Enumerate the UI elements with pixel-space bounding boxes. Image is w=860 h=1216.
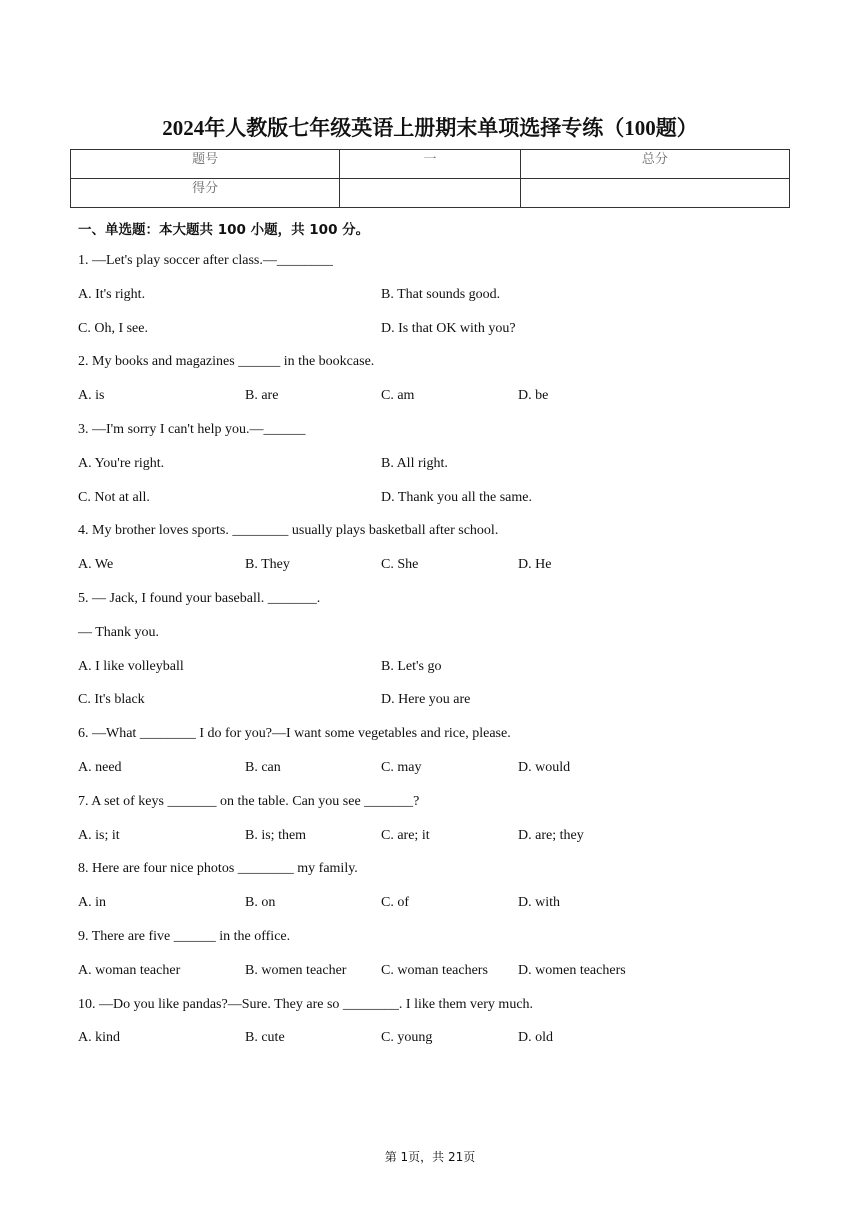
question-stem: 7. A set of keys _______ on the table. Can you see _______? [78,793,420,809]
question-stem: 2. My books and magazines ______ in the bookcase. [78,354,375,370]
answer-option: A. is; it [78,827,120,843]
answer-option: C. of [381,895,409,911]
answer-option: A. woman teacher [78,962,181,978]
question-stem: 5. — Jack, I found your baseball. _______. [78,591,321,606]
answer-option: C. am [381,388,415,404]
answer-option: D. with [518,895,560,911]
score-table-cell: 总分 [520,150,789,179]
question-stem: 6. —What ________ I do for you?—I want some vegetables and rice, please. [78,726,511,742]
answer-option: B. can [245,760,281,775]
answer-option: C. Not at all. [78,489,150,505]
section-heading: 一、单选题：本大题共 100 小题，共 100 分。 [78,222,370,238]
score-table-cell: 题号 [71,150,340,179]
question-stem: 10. —Do you like pandas?—Sure. They are so ________. I like them very much. [78,996,534,1012]
answer-option: D. Here you are [381,692,471,708]
score-table-score-row [71,179,790,208]
score-table-header-row [71,150,790,179]
answer-option: C. She [381,557,419,573]
answer-option: A. We [78,557,114,573]
question-stem: 9. There are five ______ in the office. [78,929,291,944]
answer-option: B. They [245,557,290,573]
answer-option: D. be [518,388,549,404]
question-stem: 3. —I'm sorry I can't help you.—______ [78,422,306,437]
score-table-cell: 得分 [71,179,340,208]
score-table-cell [520,179,789,208]
answer-option: A. is [78,388,105,404]
answer-option: D. would [518,760,571,775]
document-title: 2024年人教版七年级英语上册期末单项选择专练（100题） [162,116,698,140]
answer-option: C. are; it [381,827,430,843]
answer-option: A. need [78,760,122,775]
question-stem: — Thank you. [78,624,160,640]
answer-option: B. All right. [381,455,448,471]
answer-option: D. Is that OK with you? [381,320,516,336]
score-table [70,149,790,208]
answer-option: D. old [518,1030,553,1046]
answer-option: A. kind [78,1030,120,1046]
answer-option: A. I like volleyball [78,658,184,674]
score-table-cell: 一 [340,150,521,179]
score-table-cell [340,179,521,208]
answer-option: D. women teachers [518,962,626,978]
answer-option: B. Let's go [381,658,442,674]
answer-option: D. He [518,557,552,573]
answer-option: B. cute [245,1030,285,1046]
question-stem: 4. My brother loves sports. ________ usually plays basketball after school. [78,523,499,539]
question-stem: 8. Here are four nice photos ________ my family. [78,861,358,877]
answer-option: C. young [381,1030,433,1046]
answer-option: A. You're right. [78,455,165,471]
question-stem: 1. —Let's play soccer after class.—________ [78,253,333,268]
answer-option: B. are [245,388,279,404]
answer-option: C. It's black [78,692,145,708]
answer-option: C. Oh, I see. [78,320,148,336]
answer-option: B. on [245,895,276,911]
answer-option: B. That sounds good. [381,286,501,302]
answer-option: D. are; they [518,827,584,843]
answer-option: B. is; them [245,827,307,843]
answer-option: C. may [381,760,422,775]
page-footer: 第 1页，共 21页 [384,1150,476,1164]
answer-option: A. in [78,895,106,911]
answer-option: D. Thank you all the same. [381,489,532,505]
answer-option: B. women teacher [245,962,347,978]
answer-option: C. woman teachers [381,962,488,978]
answer-option: A. It's right. [78,286,146,302]
